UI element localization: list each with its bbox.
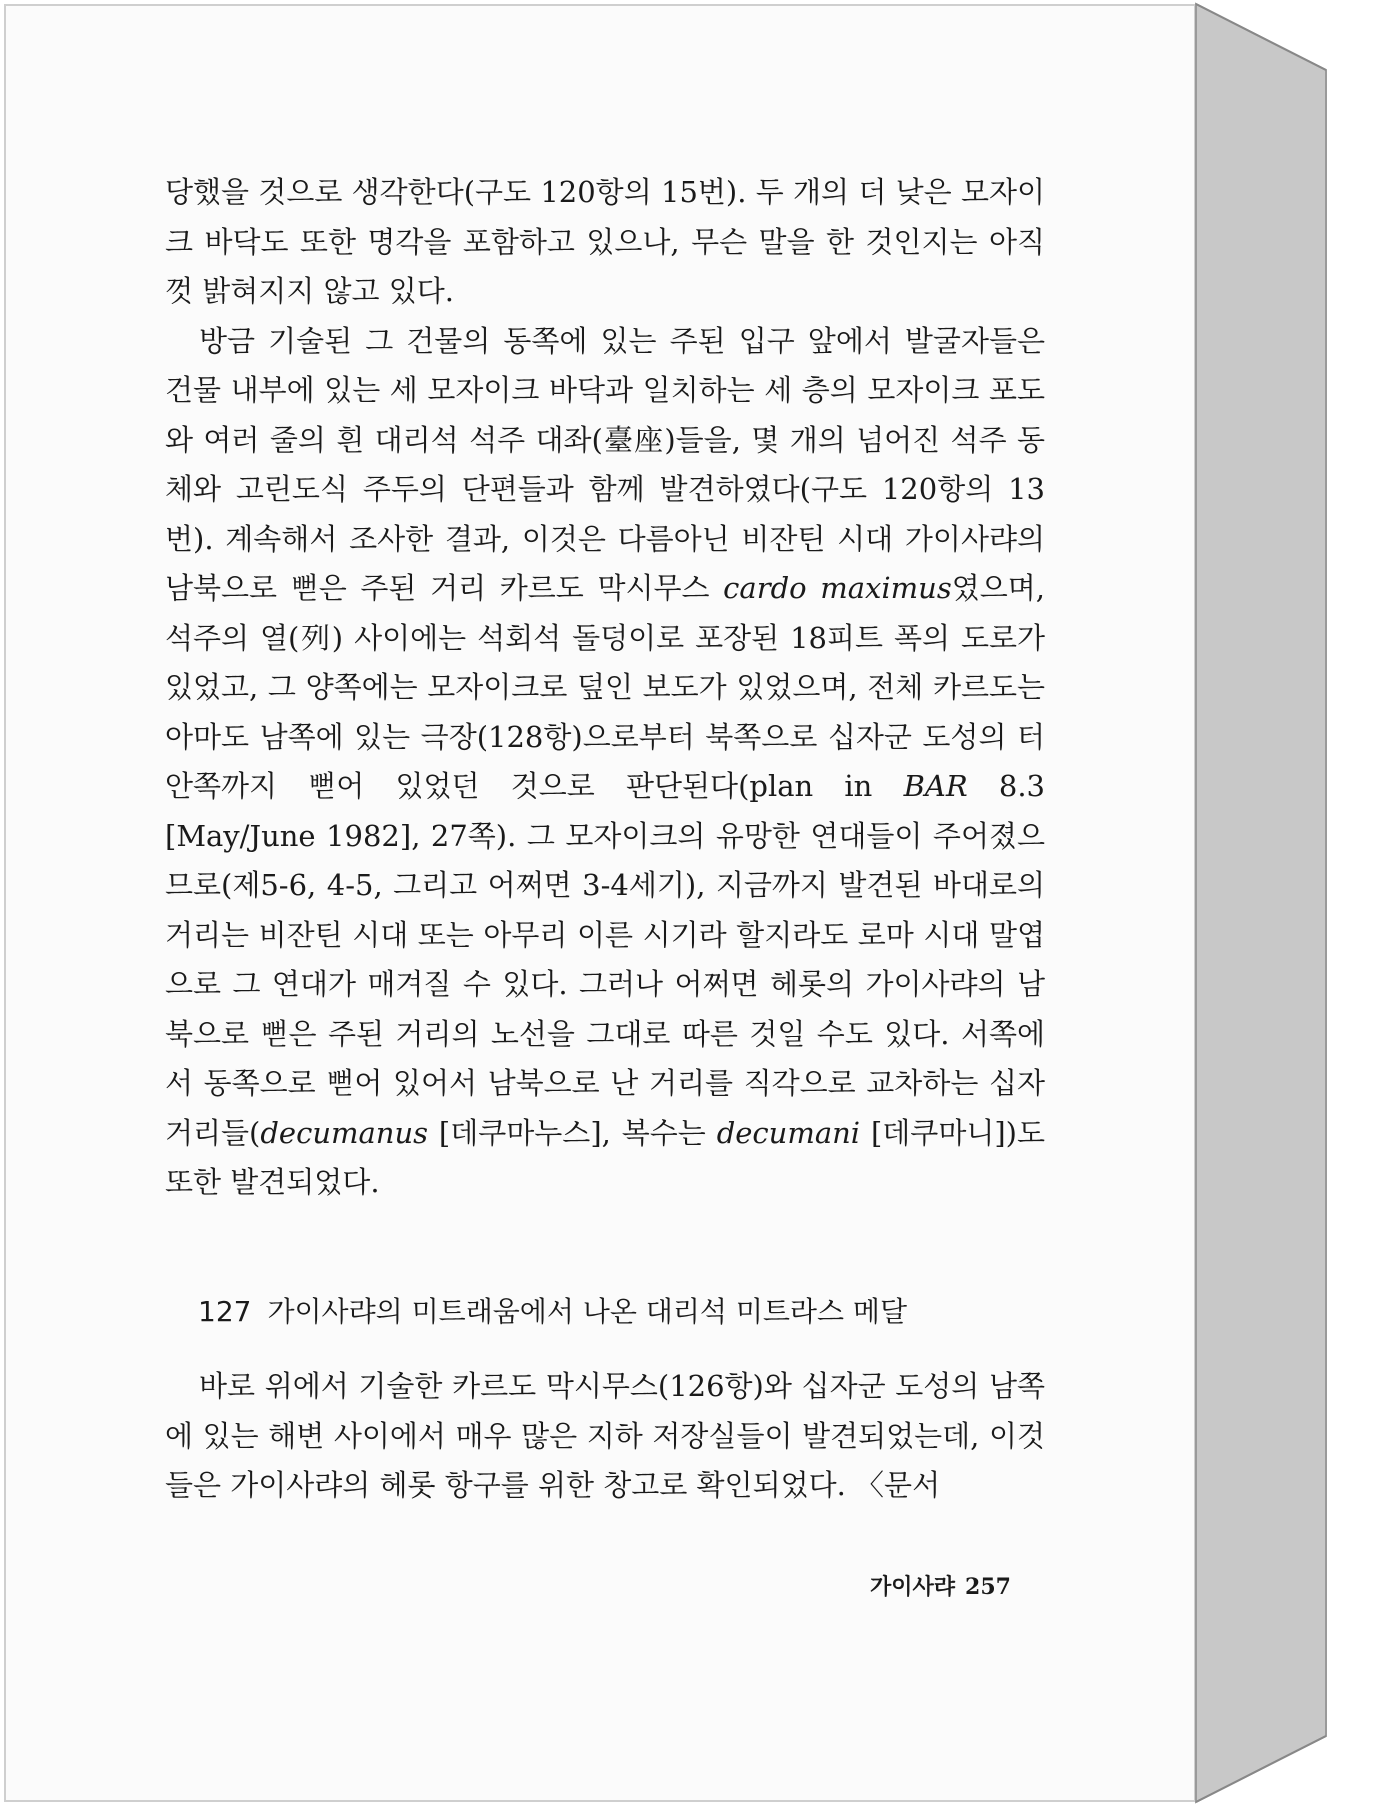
text-run: 8.3 [May/June 1982], 27쪽). 그 모자이크의 유망한 연대들이 주어졌으므로(제5-6, 4-5, 그리고 어쩌면 3-4세기), 지금까지 발견된 바대로의 거리는 비잔틴 시대 또는 아무리 이른 시기라 할지라도 로마 시대 말엽으로 그 연대가 매겨질 수 있다. 그러나 어쩌면 헤롯의 가이사랴의 남북으로 뻗은 주된 거리의 노선을 그대로 따른 것일 수도 있다. 서쪽에서 동쪽으로 뻗어 있어서 남북으로 난 거리를 직각으로 교차하는 십자 거리들( (165, 769, 1046, 1150)
italic-term: decumanus (260, 1115, 429, 1150)
section-title: 가이사랴의 미트래움에서 나온 대리석 미트라스 메달 (267, 1295, 908, 1328)
book-side-top-edge (1196, 4, 1326, 70)
section-number: 127 (198, 1295, 252, 1328)
text-run: 방금 기술된 그 건물의 동쪽에 있는 주된 입구 앞에서 발굴자들은 건물 내부에 있는 세 모자이크 바닥과 일치하는 세 층의 모자이크 포도와 여러 줄의 흰 대리석 석주 대좌(臺座)들을, 몇 개의 넘어진 석주 동체와 고린도식 주두의 단편들과 함께 발견하였다(구도 120항의 13번). 계속해서 조사한 결과, 이것은 다름아닌 비잔틴 시대 가이사랴의 남북으로 뻗은 주된 거리 카르도 막시무스 (165, 323, 1045, 605)
text-run: 당했을 것으로 생각한다(구도 120항의 15번). 두 개의 더 낮은 모자이크 바닥도 또한 명각을 포함하고 있으나, 무슨 말을 한 것인지는 아직껏 밝혀지지 않고 있다. (165, 175, 1045, 308)
section-text (165, 1362, 1045, 1511)
paragraph-2 (165, 317, 1045, 1208)
text-run: 였으며, 석주의 열(列) 사이에는 석회석 돌덩이로 포장된 18피트 폭의 도로가 있었고, 그 양쪽에는 모자이크로 덮인 보도가 있었으며, 전체 카르도는 아마도 남쪽에 있는 극장(128항)으로부터 북쪽으로 십자군 도성의 터 안쪽까지 뻗어 있었던 것으로 판단된다(plan in (165, 571, 1045, 803)
page-number: 257 (965, 1574, 1011, 1600)
italic-term: decumani (716, 1115, 861, 1150)
book-side-face (1196, 4, 1326, 1802)
section-paragraph: 바로 위에서 기술한 카르도 막시무스(126항)와 십자군 도성의 남쪽에 있는 해변 사이에서 매우 많은 지하 저장실들이 발견되었는데, 이것들은 가이사랴의 헤롯 항구를 위한 창고로 확인되었다. 〈문서 (165, 1369, 1045, 1502)
section-heading (198, 1290, 907, 1330)
italic-term: cardo maximus (723, 571, 952, 605)
main-text (165, 168, 1045, 1208)
paragraph-1 (165, 168, 1045, 317)
book-side-bottom-edge (1196, 1736, 1326, 1802)
text-run: [데쿠마니])도 또한 발견되었다. (165, 1115, 1045, 1199)
page-footer (870, 1570, 1011, 1601)
italic-term: BAR (903, 769, 968, 803)
text-run: [데쿠마누스], 복수는 (428, 1115, 717, 1150)
running-title: 가이사랴 (870, 1574, 956, 1600)
